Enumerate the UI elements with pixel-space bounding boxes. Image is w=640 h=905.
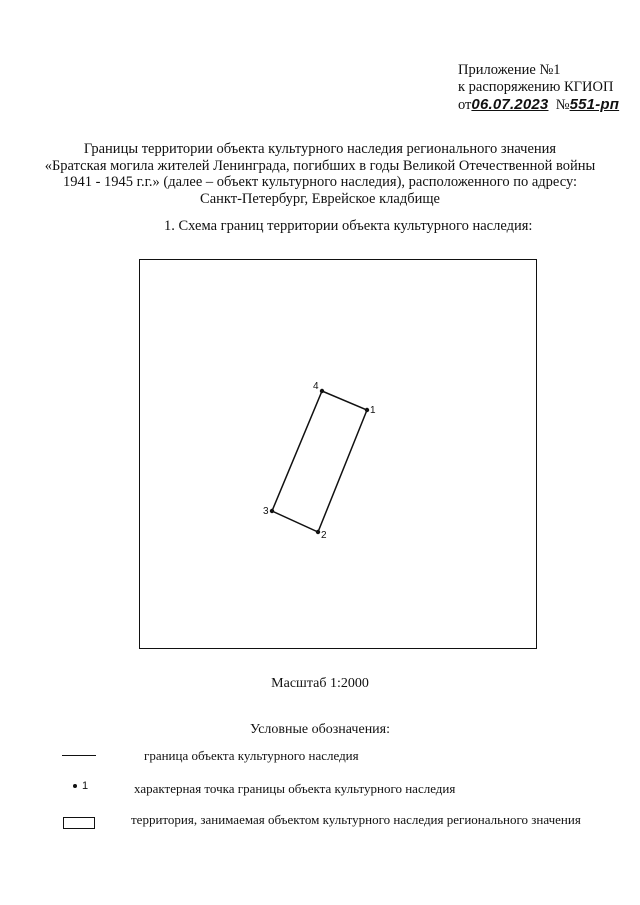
legend-point-symbol	[73, 780, 88, 792]
title-line-3: 1941 - 1945 г.г.» (далее – объект культурного наследия), расположенного по адресу:	[62, 174, 578, 190]
point-label-3: 3	[263, 506, 269, 517]
annex-date-prefix: от	[458, 97, 472, 113]
point-label-1: 1	[370, 405, 376, 416]
boundary-scheme-frame	[139, 259, 537, 649]
boundary-point-3	[270, 509, 274, 513]
title-line-2: «Братская могила жителей Ленинграда, погибших в годы Великой Отечественной войны	[44, 157, 596, 174]
annex-order-number: 551-рп	[569, 96, 620, 113]
title-line-4: Санкт-Петербург, Еврейское кладбище	[200, 190, 440, 207]
legend-boundary-line-symbol	[62, 755, 96, 756]
legend-territory-text: территория, занимаемая объектом культурного наследия регионального значения	[131, 812, 581, 827]
boundary-point-4	[320, 389, 324, 393]
legend-title: Условные обозначения:	[249, 722, 391, 737]
boundary-point-1	[365, 408, 369, 412]
annex-number: Приложение №1	[458, 62, 561, 78]
boundary-point-2	[316, 530, 320, 534]
point-label-4: 4	[313, 381, 319, 392]
point-label-2: 2	[321, 530, 327, 541]
section-heading: 1. Схема границ территории объекта культурного наследия:	[164, 218, 533, 234]
document-title	[40, 141, 600, 207]
legend-boundary-text: граница объекта культурного наследия	[144, 748, 359, 763]
annex-order: к распоряжению КГИОП	[458, 79, 614, 95]
boundary-scheme	[140, 260, 536, 648]
annex-date: 06.07.2023	[471, 96, 549, 113]
title-line-1: Границы территории объекта культурного наследия регионального значения	[83, 141, 557, 157]
legend-point-label: 1	[82, 780, 89, 792]
annex-number-prefix: №	[555, 97, 570, 113]
legend-point-text: характерная точка границы объекта культурного наследия	[134, 781, 456, 796]
boundary-polygon	[272, 391, 367, 532]
scale-label: Масштаб 1:2000	[271, 676, 369, 691]
legend-territory-symbol	[63, 817, 95, 829]
annex-date-line	[458, 96, 619, 114]
legend-point-dot	[73, 784, 77, 788]
annex-header	[458, 62, 619, 114]
